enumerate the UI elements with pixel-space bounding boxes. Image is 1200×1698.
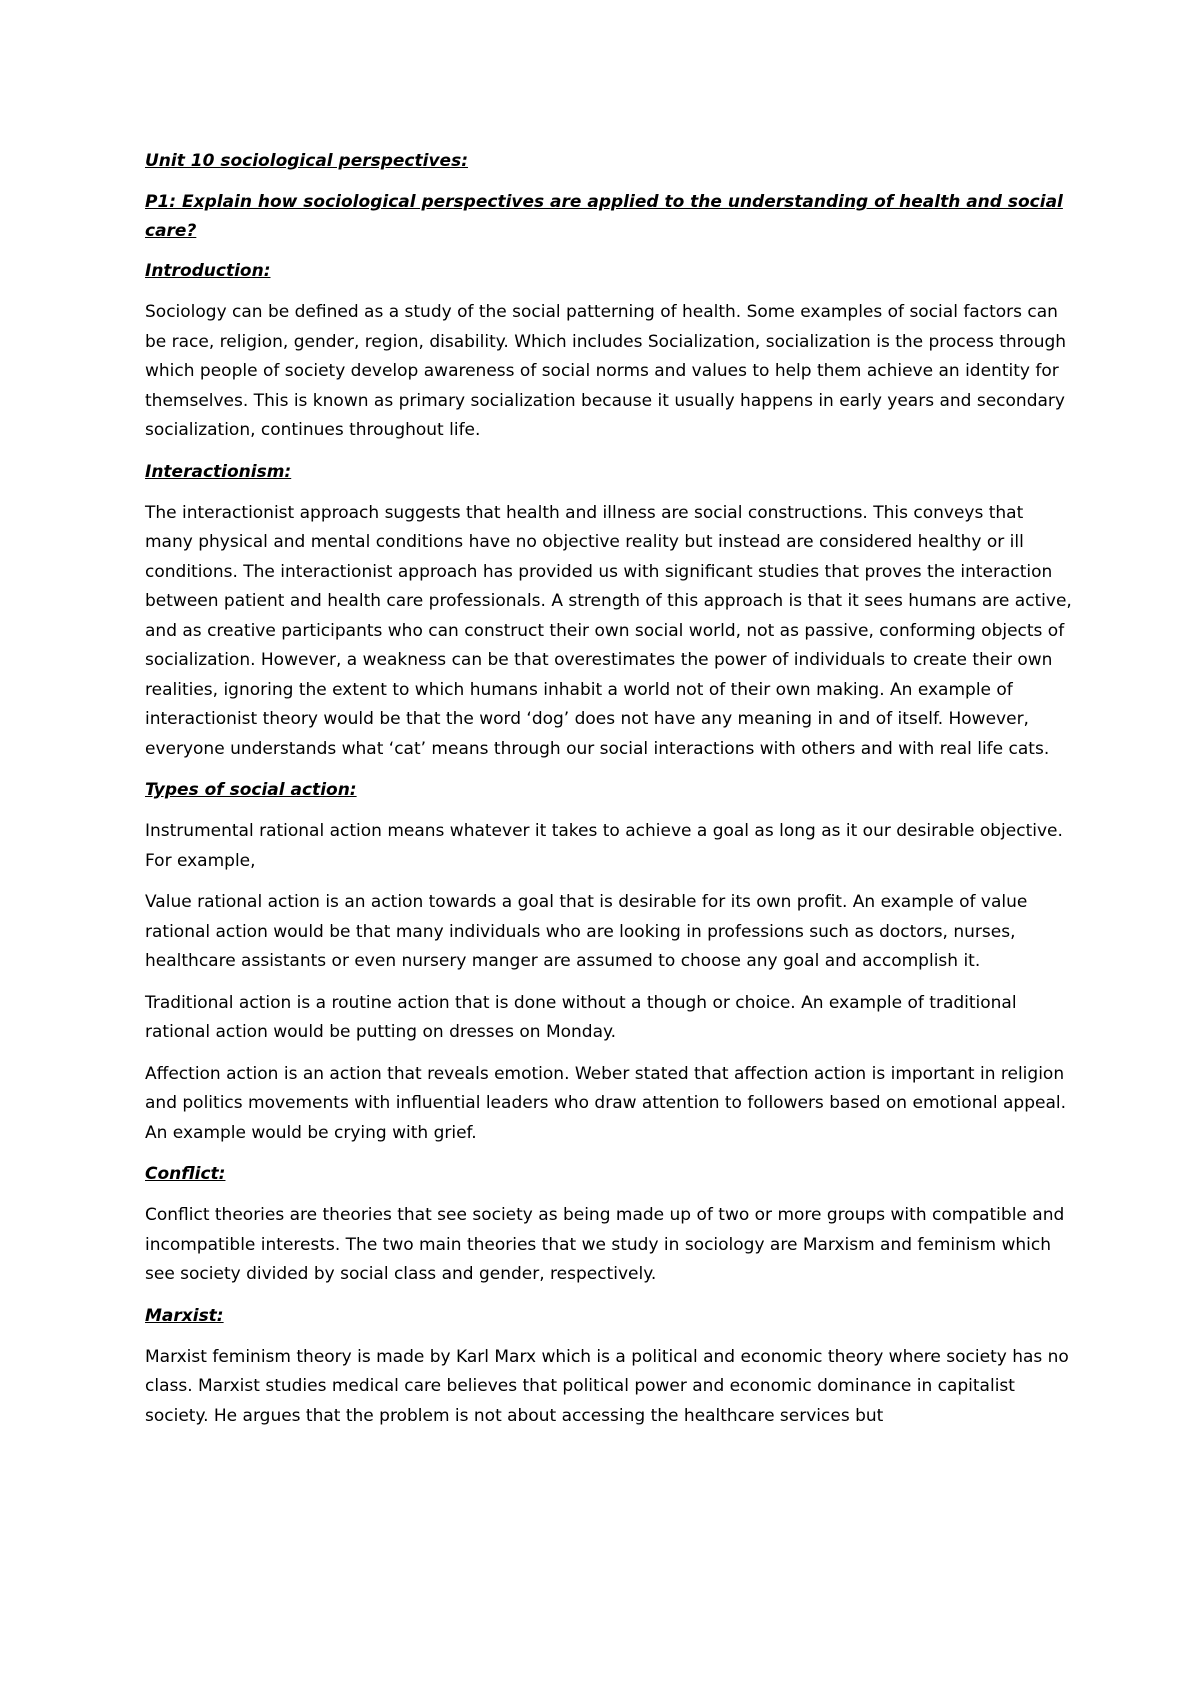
conflict-paragraph: Conflict theories are theories that see society as being made up of two or more groups with compatible and incompatible interests. The two main theories that we study in sociology are Marxism and feminism which see society divided by social class and gender, respectively. (145, 1205, 1065, 1284)
introduction-paragraph: Sociology can be defined as a study of the social patterning of health. Some examples of social factors can be race, religion, gender, region, disability. Which includes Socialization, socialization is the process through which people of society develop awareness of social norms and values to help them achieve an identity for themselves. This is known as primary socialization because it usually happens in early years and secondary socialization, continues throughout life. (145, 302, 1067, 440)
document-page (145, 147, 1075, 1443)
section-heading-marxist: Marxist: (145, 1305, 224, 1326)
marxist-paragraph: Marxist feminism theory is made by Karl Marx which is a political and economic theory where society has no class. Marxist studies medical care believes that political power and economic dominance in capitalist society. He argues that the problem is not about accessing the healthcare services but (145, 1346, 1069, 1426)
section-heading-interactionism: Interactionism: (145, 461, 292, 482)
section-heading-conflict: Conflict: (145, 1164, 226, 1184)
interactionism-paragraph: The interactionist approach suggests that health and illness are social constructions. This conveys that many physical and mental conditions have no objective reality but instead are considered healthy or ill conditions. The interactionist approach has provided us with significant studies that proves the interaction between patient and health care professionals. A strength of this approach is that it sees humans are active, and as creative participants who can construct their own social world, not as passive, conforming objects of socialization. However, a weakness can be that overestimates the power of individuals to create their own realities, ignoring the extent to which humans inhabit a world not of their own making. An example of interactionist theory would be that the word ‘dog’ does not have any meaning in and of itself. However, everyone understands what ‘cat’ means through our social interactions with others and with real life cats. (145, 502, 1072, 759)
instrumental-action-paragraph: Instrumental rational action means whatever it takes to achieve a goal as long as it our desirable objective. For example, (145, 821, 1063, 871)
value-action-paragraph: Value rational action is an action towards a goal that is desirable for its own profit. An example of value rational action would be that many individuals who are looking in professions such as doctors, nurses, healthcare assistants or even nursery manger are assumed to choose any goal and accomplish it. (145, 892, 1028, 971)
section-heading-social-action: Types of social action: (145, 780, 357, 800)
document-title: Unit 10 sociological perspectives: (145, 151, 468, 171)
section-heading-introduction: Introduction: (145, 261, 271, 281)
traditional-action-paragraph: Traditional action is a routine action that is done without a though or choice. An example of traditional rational action would be putting on dresses on Monday. (145, 992, 1017, 1042)
affection-action-paragraph: Affection action is an action that reveals emotion. Weber stated that affection action is important in religion and politics movements with influential leaders who draw attention to followers based on emotional appeal. An example would be crying with grief. (145, 1063, 1067, 1143)
question-heading: P1: Explain how sociological perspectives are applied to the understanding of health and social care? (145, 192, 1063, 241)
